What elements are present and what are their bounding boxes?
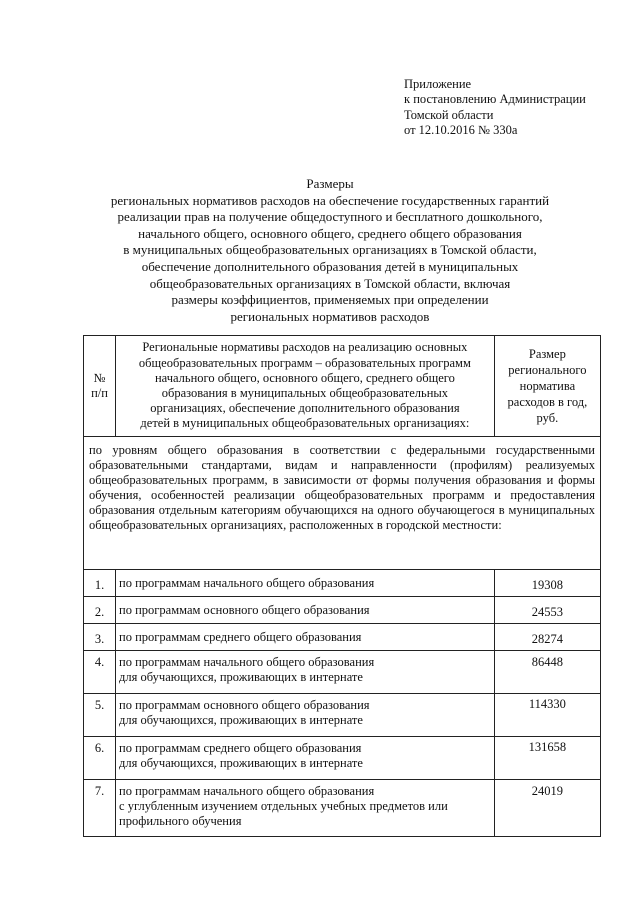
table-row [84, 694, 601, 737]
row-name-line: по программам начального общего образования [119, 655, 375, 669]
row-name-line: для обучающихся, проживающих в интернате [119, 713, 363, 727]
row-name-line: по программам среднего общего образования [119, 629, 362, 644]
table-row [84, 597, 601, 624]
table-row [84, 570, 601, 597]
appendix-line: Томской области [404, 107, 494, 122]
row-number: 2. [84, 597, 116, 624]
row-value: 19308 [494, 570, 600, 597]
header-value-line: норматива [519, 379, 576, 393]
row-value: 131658 [494, 737, 600, 780]
appendix-block [404, 77, 586, 139]
title-line: в муниципальных общеобразовательных организациях в Томской области, [123, 242, 537, 258]
row-value: 24019 [494, 780, 600, 837]
header-name-line: начального общего, основного общего, среднего общего [154, 370, 455, 385]
appendix-date-line: от 12.10.2016 № 330а [404, 123, 518, 138]
header-number-line: п/п [91, 386, 108, 400]
title-line: региональных нормативов расходов на обеспечение государственных гарантий [110, 192, 550, 208]
row-name-line: для обучающихся, проживающих в интернате [119, 756, 363, 770]
title-line: общеобразовательных организациях в Томской области, включая [149, 275, 511, 291]
header-name-line: Региональные нормативы расходов на реализацию основных [142, 340, 468, 355]
appendix-line: Приложение [404, 77, 472, 91]
row-name-line: с углубленным изучением отдельных учебных предметов или [119, 799, 448, 813]
row-number: 6. [84, 737, 116, 780]
row-value: 114330 [494, 694, 600, 737]
intro-text: по уровням общего образования в соответствии с федеральными государственными образовательными стандартами, видам и направленности (профилям) реализуемых общеобразовательных программ, в зависимости от формы получения образования и формы обучения, особенностей реализации общеобразовательных программ и предоставления образования отдельным категориям обучающихся на одного обучающегося в муниципальных общеобразовательных организациях, расположенных в городской местности: [84, 437, 601, 570]
table-intro-row [84, 437, 601, 570]
row-name-line: по программам начального общего образования [119, 784, 375, 798]
row-number: 3. [84, 624, 116, 651]
table-header-row [84, 336, 601, 437]
title-line: региональных нормативов расходов [230, 308, 430, 324]
title-line: размеры коэффициентов, применяемых при определении [171, 292, 489, 308]
header-name-line: общеобразовательных программ – образовательных программ [138, 355, 471, 370]
row-value: 24553 [494, 597, 600, 624]
header-number-line: № [93, 371, 106, 385]
row-value: 86448 [494, 651, 600, 694]
row-name-line: по программам начального общего образования [119, 575, 375, 590]
row-number: 5. [84, 694, 116, 737]
row-name [116, 597, 495, 624]
row-number: 7. [84, 780, 116, 837]
row-name [116, 780, 495, 837]
row-name-line: по программам основного общего образования [119, 602, 370, 617]
normatives-table [83, 335, 601, 837]
row-number: 4. [84, 651, 116, 694]
document-title [90, 176, 570, 325]
table-row [84, 780, 601, 837]
table-row [84, 624, 601, 651]
row-name [116, 570, 495, 597]
header-value-cell [494, 336, 600, 437]
row-name-line: по программам среднего общего образования [119, 741, 362, 755]
row-name [116, 651, 495, 694]
title-line: реализации прав на получение общедоступного и бесплатного дошкольного, [117, 209, 543, 225]
row-number: 1. [84, 570, 116, 597]
appendix-line: к постановлению Администрации [404, 92, 586, 107]
header-name-cell [116, 336, 495, 437]
header-value-line: Размер [528, 347, 566, 361]
header-name-line: образования в муниципальных общеобразовательных [161, 386, 449, 400]
header-name-line: детей в муниципальных общеобразовательных организациях: [140, 416, 470, 431]
header-value-line: расходов в год, [507, 395, 588, 409]
header-name-line: организациях, обеспечение дополнительного образования [150, 401, 460, 416]
row-name-line: по программам основного общего образования [119, 698, 370, 712]
header-value-line: регионального [508, 363, 587, 377]
row-name-line: профильного обучения [119, 814, 242, 828]
title-line: Размеры [306, 176, 354, 191]
header-number-cell [84, 336, 116, 437]
row-value: 28274 [494, 624, 600, 651]
row-name [116, 624, 495, 651]
header-value-line: руб. [536, 411, 559, 425]
table-row [84, 737, 601, 780]
table-row [84, 651, 601, 694]
title-line: обеспечение дополнительного образования детей в муниципальных [141, 258, 519, 274]
row-name [116, 694, 495, 737]
row-name [116, 737, 495, 780]
row-name-line: для обучающихся, проживающих в интернате [119, 670, 363, 684]
title-line: начального общего, основного общего, среднего общего образования [138, 225, 522, 241]
